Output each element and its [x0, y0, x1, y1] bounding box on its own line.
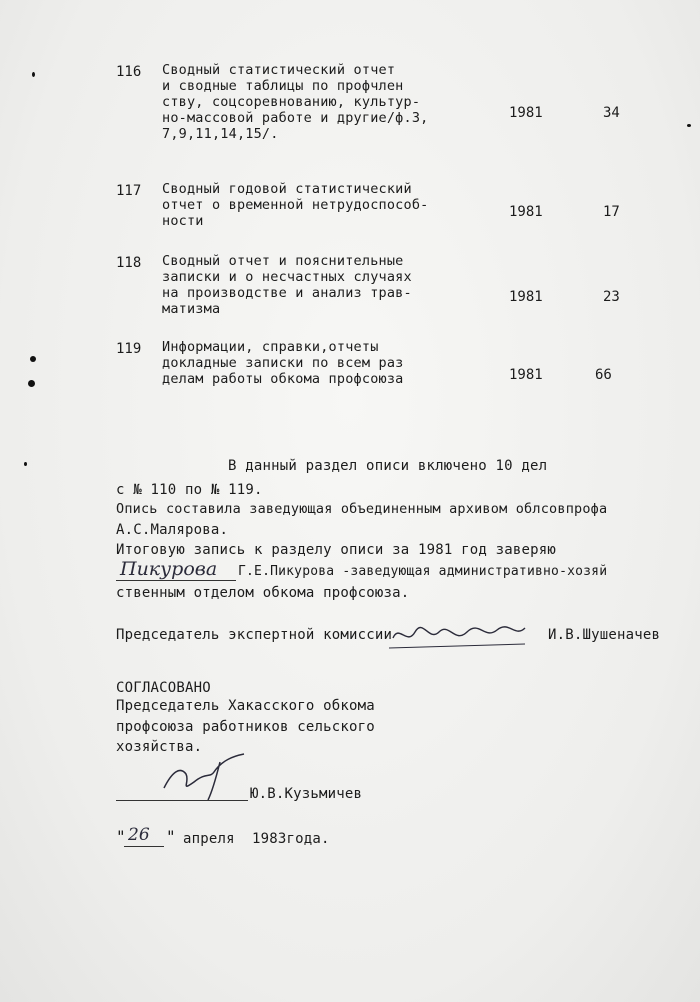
- summary-line: В данный раздел описи включено 10 дел: [228, 458, 548, 474]
- entry-title-line: записки и о несчастных случаях: [162, 269, 412, 285]
- margin-mark: [687, 124, 691, 127]
- commission-chair-label: Председатель экспертной комиссии: [116, 627, 393, 643]
- approval-heading: СОГЛАСОВАНО: [116, 680, 211, 696]
- approval-line: Председатель Хакасского обкома: [116, 698, 375, 714]
- entry-title-line: Сводный отчет и пояснительные: [162, 253, 404, 269]
- approval-line: профсоюза работников сельского: [116, 719, 375, 735]
- commission-chair-signature: [385, 618, 535, 654]
- entry-title-line: но-массовой работе и другие/ф.3,: [162, 110, 429, 126]
- entry-title-line: делам работы обкома профсоюза: [162, 371, 404, 387]
- date-close-quote: ": [166, 827, 176, 846]
- entry-title-line: отчет о временной нетрудоспособ-: [162, 197, 429, 213]
- entry-sheet-count: 66: [595, 367, 612, 383]
- summary-line: Итоговую запись к разделу описи за 1981 год заверяю: [116, 542, 557, 558]
- date-rest: апреля 1983года.: [183, 831, 330, 847]
- summary-line: Г.Е.Пикурова -заведующая административно-хозяй: [238, 564, 608, 579]
- approval-name: Ю.В.Кузьмичев: [250, 786, 363, 802]
- entry-number: 119: [116, 341, 142, 357]
- margin-mark: [28, 380, 35, 387]
- commission-chair-name: И.В.Шушеначев: [548, 627, 661, 643]
- entry-title-line: Сводный статистический отчет: [162, 62, 396, 78]
- entry-number: 116: [116, 64, 142, 80]
- summary-line: А.С.Малярова.: [116, 522, 229, 538]
- entry-title-line: докладные записки по всем раз: [162, 355, 404, 371]
- approval-line: хозяйства.: [116, 739, 203, 755]
- entry-title-line: и сводные таблицы по профчлен: [162, 78, 404, 94]
- date-open-quote: ": [116, 827, 126, 846]
- margin-mark: [32, 72, 35, 77]
- entry-title-line: Сводный годовой статистический: [162, 181, 412, 197]
- entry-sheet-count: 34: [603, 105, 620, 121]
- entry-number: 118: [116, 255, 142, 271]
- entry-sheet-count: 17: [603, 204, 620, 220]
- summary-line: Опись составила заведующая объединенным архивом облсовпрофа: [116, 501, 608, 517]
- entry-year: 1981: [509, 289, 543, 305]
- signature-underline: [116, 800, 248, 801]
- entry-year: 1981: [509, 204, 543, 220]
- entry-title-line: ности: [162, 213, 204, 229]
- entry-number: 117: [116, 183, 142, 199]
- summary-line: ственным отделом обкома профсоюза.: [116, 585, 410, 601]
- margin-mark: [24, 462, 27, 466]
- entry-title-line: 7,9,11,14,15/.: [162, 126, 279, 142]
- entry-title-line: Информации, справки,отчеты: [162, 339, 379, 355]
- approval-signature: [150, 752, 260, 802]
- entry-year: 1981: [509, 367, 543, 383]
- entry-sheet-count: 23: [603, 289, 620, 305]
- date-day: 26: [128, 825, 150, 845]
- entry-title-line: матизма: [162, 301, 221, 317]
- date-day-underline: [124, 846, 164, 847]
- signature-underline: [116, 580, 236, 581]
- entry-year: 1981: [509, 105, 543, 121]
- entry-title-line: ству, соцсоревнованию, культур-: [162, 94, 421, 110]
- margin-mark: [30, 356, 36, 362]
- pikurova-signature: Пикурова: [120, 558, 218, 580]
- entry-title-line: на производстве и анализ трав-: [162, 285, 412, 301]
- summary-line: с № 110 по № 119.: [116, 482, 263, 498]
